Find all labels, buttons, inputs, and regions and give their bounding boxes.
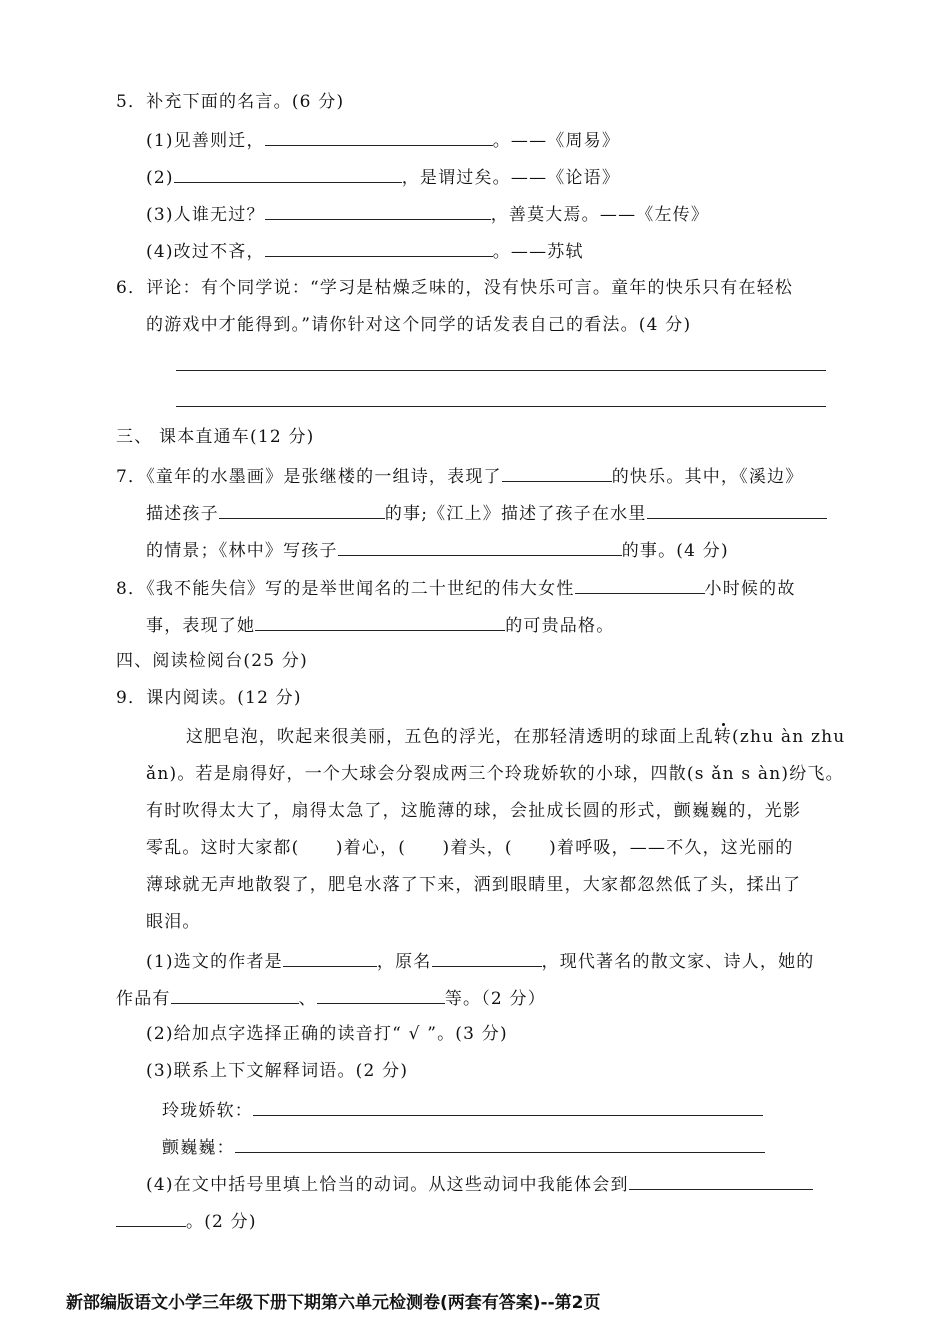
q9-sub-4-line-2: 。(2 分) [116,1210,257,1232]
q9-sub-4-line-1: (4)在文中括号里填上恰当的动词。从这些动词中我能体会到 [146,1173,813,1195]
passage-line-3: 有时吹得太大了，扇得太急了，这脆薄的球，会扯成长圆的形式，颤巍巍的，光影 [146,801,802,821]
word-1-line: 玲珑娇软： [162,1099,763,1121]
answer-blank[interactable] [253,1099,763,1116]
q6-line-2: 的游戏中才能得到。”请你针对这个同学的话发表自己的看法。(4 分) [146,315,692,335]
answer-blank[interactable] [629,1173,813,1190]
q5-item-2: (2) ，是谓过矣。——《论语》 [146,168,621,188]
answer-blank[interactable] [265,203,491,220]
q5-item-4: (4)改过不吝， 。——苏轼 [146,242,584,262]
answer-blank[interactable] [647,502,827,519]
answer-blank[interactable] [265,129,493,146]
q8-line-2: 事，表现了她 的可贵品格。 [146,616,615,636]
answer-blank[interactable] [432,950,542,967]
q7-line-3: 的情景；《林中》写孩子 的事。(4 分) [146,541,729,561]
answer-blank[interactable] [255,614,505,631]
dotted-char: 转 [713,727,733,747]
q5-title: 5．补充下面的名言。(6 分) [116,92,345,112]
q9-title: 9．课内阅读。(12 分) [116,688,302,708]
q7-line-1: 7．《童年的水墨画》是张继楼的一组诗，表现了 的快乐。其中，《溪边》 [116,467,804,487]
answer-blank[interactable] [338,539,622,556]
section-4-heading: 四、阅读检阅台(25 分) [116,651,308,671]
answer-blank[interactable] [171,987,299,1004]
answer-blank[interactable] [265,240,493,257]
passage-line-5: 薄球就无声地散裂了，肥皂水落了下来，洒到眼睛里，大家都忽然低了头，揉出了 [146,875,802,895]
answer-blank[interactable] [235,1136,765,1153]
passage-line-2: ǎn)。若是扇得好，一个大球会分裂成两三个玲珑娇软的小球，四散(s ǎn s àn)纷飞。 [146,764,844,784]
q9-sub-2: (2)给加点字选择正确的读音打“ √ ”。(3 分) [146,1024,508,1044]
page-footer: 新部编版语文小学三年级下册下期第六单元检测卷(两套有答案)--第2页 [66,1293,601,1313]
passage-line-6: 眼泪。 [146,912,201,932]
section-3-heading: 三、 课本直通车(12 分) [116,427,315,447]
answer-blank[interactable] [575,577,705,594]
answer-blank[interactable] [174,166,402,183]
answer-blank[interactable] [283,950,377,967]
q5-item-3: (3)人谁无过？ ，善莫大焉。——《左传》 [146,205,710,225]
passage-line-1: 这肥皂泡，吹起来很美丽，五色的浮光，在那轻清透明的球面上乱转(zhu àn zhu [186,727,846,747]
answer-blank[interactable] [317,987,445,1004]
q9-sub-1-line-2: 作品有 、 等。（2 分） [116,989,546,1009]
word-2-line: 颤巍巍： [162,1136,765,1158]
q9-sub-3: (3)联系上下文解释词语。(2 分) [146,1061,409,1081]
q5-item-1: (1)见善则迁， 。——《周易》 [146,131,621,151]
answer-blank[interactable] [219,502,385,519]
q9-sub-1-line-1: (1)选文的作者是 ，原名 ，现代著名的散文家、诗人，她的 [146,952,815,972]
answer-blank[interactable] [116,1210,186,1227]
answer-blank[interactable] [502,465,612,482]
q8-line-1: 8．《我不能失信》写的是举世闻名的二十世纪的伟大女性 小时候的故 [116,579,796,599]
passage-line-4: 零乱。这时大家都( )着心，( )着头，( )着呼吸，——不久，这光丽的 [146,838,794,858]
q6-line-1: 6．评论：有个同学说：“学习是枯燥乏味的，没有快乐可言。童年的快乐只有在轻松 [116,278,794,298]
q7-line-2: 描述孩子 的事;《江上》描述了孩子在水里 [146,502,827,524]
answer-line[interactable] [176,406,826,407]
answer-line[interactable] [176,370,826,371]
